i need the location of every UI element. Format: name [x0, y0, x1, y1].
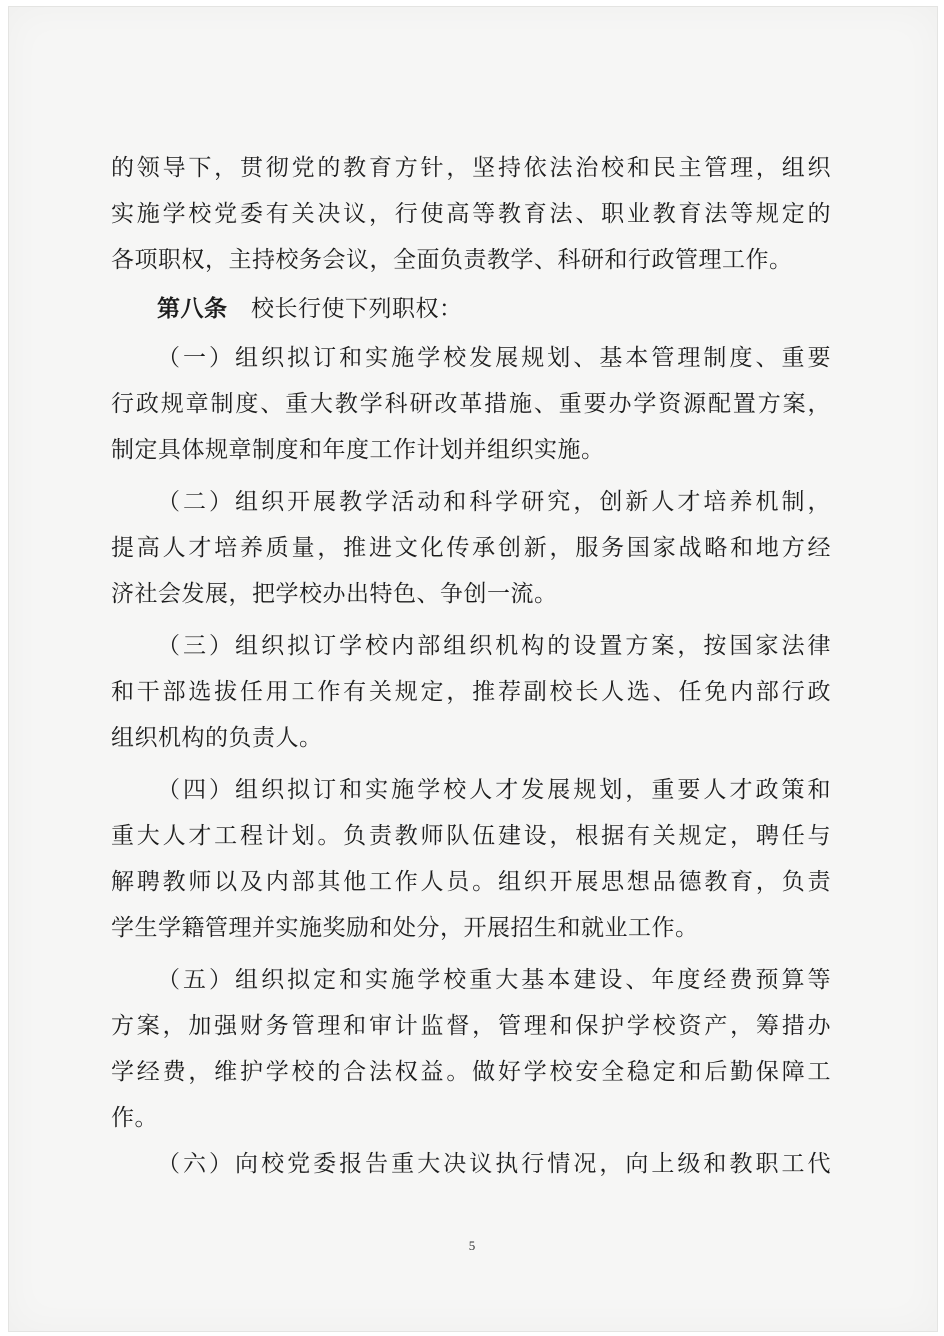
list-item — [111, 623, 831, 761]
page-number: 5 — [468, 1238, 476, 1253]
item-line: （五）组织拟定和实施学校重大基本建设、年度经费预算等 — [157, 967, 831, 993]
item-line: 济社会发展，把学校办出特色、争创一流。 — [111, 581, 558, 607]
document-body — [111, 145, 831, 1187]
item-line: 提高人才培养质量，推进文化传承创新，服务国家战略和地方经 — [111, 535, 831, 561]
item-line: （三）组织拟订学校内部组织机构的设置方案，按国家法律 — [157, 633, 831, 659]
item-line: 行政规章制度、重大教学科研改革措施、重要办学资源配置方案， — [111, 391, 831, 417]
list-item — [111, 335, 831, 473]
item-line: 作。 — [111, 1105, 158, 1131]
body-line: 各项职权，主持校务会议，全面负责教学、科研和行政管理工作。 — [111, 247, 793, 273]
article-8-heading — [111, 286, 831, 332]
item-line: 组织机构的负责人。 — [111, 725, 323, 751]
item-line: 学经费，维护学校的合法权益。做好学校安全稳定和后勤保障工 — [111, 1059, 831, 1085]
item-line: （四）组织拟订和实施学校人才发展规划，重要人才政策和 — [157, 777, 831, 803]
item-line: 制定具体规章制度和年度工作计划并组织实施。 — [111, 437, 605, 463]
item-line: （六）向校党委报告重大决议执行情况，向上级和教职工代 — [157, 1151, 831, 1177]
list-item — [111, 957, 831, 1141]
article-number: 第八条 — [157, 295, 228, 322]
list-item — [111, 479, 831, 617]
list-item — [111, 767, 831, 951]
body-line: 实施学校党委有关决议，行使高等教育法、职业教育法等规定的 — [111, 201, 831, 227]
item-line: （一）组织拟订和实施学校发展规划、基本管理制度、重要 — [157, 345, 831, 371]
item-line: 方案，加强财务管理和审计监督，管理和保护学校资产，筹措办 — [111, 1013, 831, 1039]
item-line: （二）组织开展教学活动和科学研究，创新人才培养机制， — [157, 489, 831, 515]
item-line: 解聘教师以及内部其他工作人员。组织开展思想品德教育，负责 — [111, 869, 831, 895]
list-item — [111, 1141, 831, 1187]
item-line: 学生学籍管理并实施奖励和处分，开展招生和就业工作。 — [111, 915, 699, 941]
article-title: 校长行使下列职权： — [251, 296, 463, 322]
item-line: 和干部选拔任用工作有关规定，推荐副校长人选、任免内部行政 — [111, 679, 831, 705]
body-line: 的领导下，贯彻党的教育方针，坚持依法治校和民主管理，组织 — [111, 155, 831, 181]
item-line: 重大人才工程计划。负责教师队伍建设，根据有关规定，聘任与 — [111, 823, 831, 849]
